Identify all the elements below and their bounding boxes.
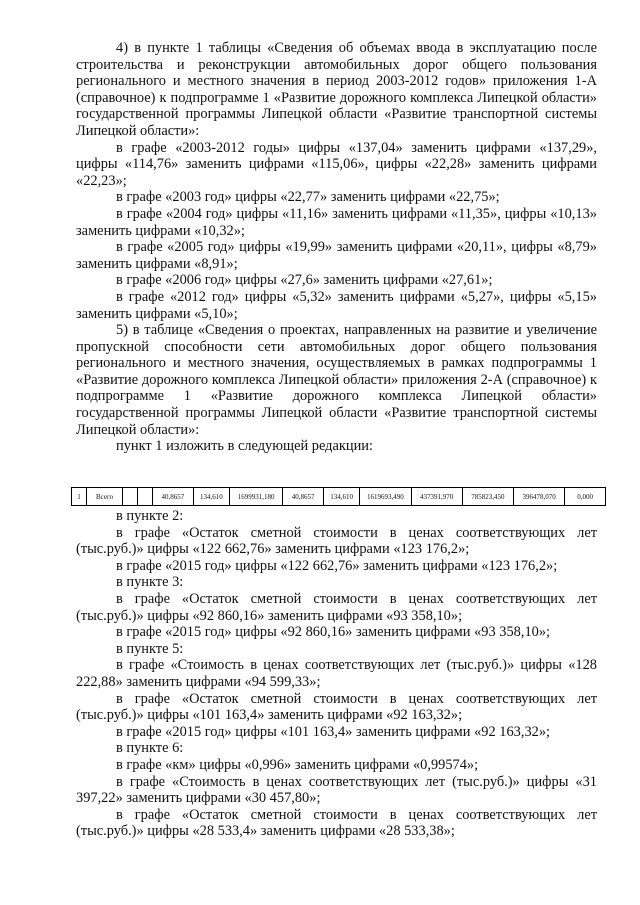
paragraph: в графе «км» цифры «0,996» заменить цифрами «0,99574»; bbox=[116, 756, 479, 773]
paragraph: 5) в таблице «Сведения о проектах, направленных на развитие и увеличение пропускной способности сети автомобильных дорог общего пользования регионального и местного значения, осуществляемых в рамках подпрограммы 1 «Развитие дорожного комплекса Липецкой области» приложения 2-А (справочное) к подпрограмме 1 «Развитие дорожного комплекса Липецкой области» государственной программы Липецкой области «Развитие транспортной системы Липецкой области»: bbox=[76, 322, 597, 438]
paragraph: в графе «Остаток сметной стоимости в ценах соответствующих лет (тыс.руб.)» цифры «28 533,4» заменить цифрами «28 533,38»; bbox=[76, 806, 597, 840]
paragraph: в графе «2006 год» цифры «27,6» заменить цифрами «27,61»; bbox=[116, 272, 493, 289]
paragraph: в пункте 2: bbox=[116, 508, 184, 524]
paragraph: в графе «2015 год» цифры «122 662,76» заменить цифрами «123 176,2»; bbox=[116, 557, 558, 574]
table-cell: 396478,070 bbox=[514, 488, 565, 506]
table-cell: 0,000 bbox=[565, 488, 606, 506]
paragraph: в пункте 6: bbox=[116, 740, 184, 757]
paragraph: в пункте 3: bbox=[116, 574, 184, 591]
amendment-text-top bbox=[76, 40, 597, 455]
table-cell: 134,610 bbox=[323, 488, 359, 506]
amendment-text-bottom bbox=[76, 508, 597, 840]
paragraph: в графе «2003 год» цифры «22,77» заменить цифрами «22,75»; bbox=[116, 189, 500, 206]
paragraph: в графе «2015 год» цифры «92 860,16» заменить цифрами «93 358,10»; bbox=[116, 624, 551, 641]
paragraph: в графе «2004 год» цифры «11,16» заменить цифрами «11,35», цифры «10,13» заменить цифрами «10,32»; bbox=[76, 205, 597, 239]
table-cell: 40,8657 bbox=[283, 488, 324, 506]
paragraph: в графе «Остаток сметной стоимости в ценах соответствующих лет (тыс.руб.)» цифры «101 163,4» заменить цифрами «92 163,32»; bbox=[76, 690, 597, 724]
paragraph: в графе «Стоимость в ценах соответствующих лет (тыс.руб.)» цифры «128 222,88» заменить цифрами «94 599,33»; bbox=[76, 657, 597, 690]
table-cell: 1699931,180 bbox=[229, 488, 282, 506]
table-cell bbox=[138, 488, 153, 506]
paragraph: пункт 1 изложить в следующей редакции: bbox=[116, 438, 373, 455]
paragraph: в графе «Остаток сметной стоимости в ценах соответствующих лет (тыс.руб.)» цифры «122 662,76» заменить цифрами «123 176,2»; bbox=[76, 524, 597, 558]
paragraph: 4) в пункте 1 таблицы «Сведения об объемах ввода в эксплуатацию после строительства и реконструкции автомобильных дорог общего пользования регионального и местного значения в период 2003-2012 годов» приложения 1-А (справочное) к подпрограмме 1 «Развитие дорожного комплекса Липецкой области» государственной программы Липецкой области «Развитие транспортной системы Липецкой области»: bbox=[76, 40, 597, 139]
table-cell: 134,610 bbox=[193, 488, 229, 506]
table-cell: Всего bbox=[86, 488, 122, 506]
table-cell: 785823,450 bbox=[462, 488, 513, 506]
paragraph: в графе «2015 год» цифры «101 163,4» заменить цифрами «92 163,32»; bbox=[116, 723, 551, 740]
paragraph: в графе «Остаток сметной стоимости в ценах соответствующих лет (тыс.руб.)» цифры «92 860,16» заменить цифрами «93 358,10»; bbox=[76, 590, 597, 624]
table-cell: 1619693,490 bbox=[360, 488, 411, 506]
table-row bbox=[72, 488, 606, 506]
paragraph: в пункте 5: bbox=[116, 640, 184, 657]
table-cell: 1 bbox=[72, 488, 87, 506]
replacement-table bbox=[71, 487, 606, 506]
paragraph: в графе «2003-2012 годы» цифры «137,04» заменить цифрами «137,29», цифры «114,76» заменить цифрами «115,06», цифры «22,28» заменить цифрами «22,23»; bbox=[76, 139, 597, 189]
table-cell: 40,8657 bbox=[153, 488, 194, 506]
table-cell: 437391,970 bbox=[411, 488, 462, 506]
table-cell bbox=[123, 488, 138, 506]
paragraph: в графе «2005 год» цифры «19,99» заменить цифрами «20,11», цифры «8,79» заменить цифрами «8,91»; bbox=[76, 239, 597, 272]
paragraph: в графе «2012 год» цифры «5,32» заменить цифрами «5,27», цифры «5,15» заменить цифрами «5,10»; bbox=[76, 288, 597, 322]
paragraph: в графе «Стоимость в ценах соответствующих лет (тыс.руб.)» цифры «31 397,22» заменить цифрами «30 457,80»; bbox=[76, 773, 597, 807]
